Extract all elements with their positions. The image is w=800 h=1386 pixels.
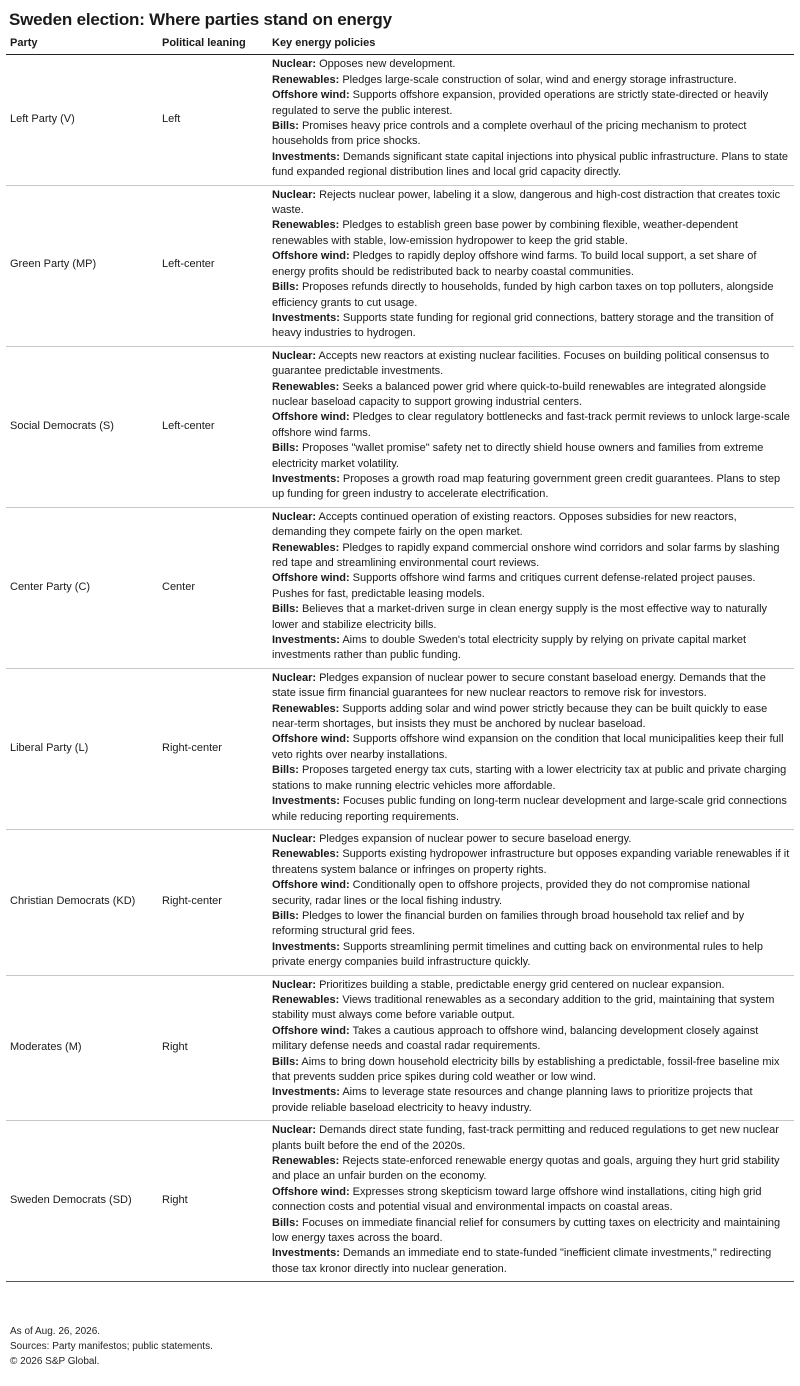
policy-label: Nuclear: (272, 58, 317, 71)
policy-list (268, 346, 794, 507)
policy-text: Supports adding solar and wind power strictly because they can be built quickly to ease near-term shortages, but insists they must be anchored by nuclear baseload. (272, 702, 768, 731)
policy-label: Offshore wind: (272, 572, 350, 585)
policy-item (272, 832, 790, 847)
policy-label: Renewables: (272, 702, 340, 715)
policy-item (272, 1123, 790, 1154)
policy-label: Offshore wind: (272, 411, 350, 424)
policy-item (272, 380, 790, 411)
policy-label: Renewables: (272, 541, 340, 554)
policy-label: Renewables: (272, 848, 340, 861)
policy-item (272, 671, 790, 702)
policy-list (268, 668, 794, 829)
policy-item (272, 73, 790, 88)
policy-item (272, 510, 790, 541)
policy-label: Bills: (272, 1055, 299, 1068)
policy-label: Renewables: (272, 73, 340, 86)
policy-item (272, 218, 790, 249)
policy-label: Nuclear: (272, 349, 317, 362)
policy-item (272, 311, 790, 342)
energy-policy-table (6, 34, 794, 1282)
policy-text: Supports offshore wind expansion on the condition that local municipalities keep their full veto rights over nearby installations. (272, 733, 784, 761)
policy-label: Bills: (272, 603, 299, 616)
policy-label: Investments: (272, 311, 340, 324)
table-row (6, 1121, 794, 1282)
party-name: Left Party (V) (6, 55, 158, 185)
political-leaning: Right (158, 975, 268, 1121)
policy-item (272, 847, 790, 878)
policy-label: Renewables: (272, 380, 340, 393)
policy-item (272, 1055, 790, 1086)
policy-text: Rejects state-enforced renewable energy quotas and goals, arguing they hurt grid stability and place an unfair burden on the economy. (272, 1155, 780, 1183)
policy-item (272, 57, 790, 72)
policy-item (272, 763, 790, 794)
policy-list (268, 1121, 794, 1282)
policy-item (272, 1024, 790, 1055)
policy-label: Bills: (272, 909, 299, 922)
political-leaning: Left-center (158, 346, 268, 507)
policy-label: Offshore wind: (272, 733, 350, 746)
policy-text: Accepts new reactors at existing nuclear facilities. Focuses on building political consensus to guarantee predictable investments. (272, 349, 770, 378)
table-row (6, 185, 794, 346)
policy-label: Offshore wind: (272, 250, 350, 263)
table-row (6, 668, 794, 829)
policy-text: Demands significant state capital injections into physical public infrastructure. Plans to state fund expanded regional distribution lines and local grid capacity directly. (272, 150, 789, 179)
party-name: Sweden Democrats (SD) (6, 1121, 158, 1282)
policy-label: Investments: (272, 795, 340, 808)
policy-item (272, 441, 790, 472)
policy-item (272, 878, 790, 909)
policy-list (268, 185, 794, 346)
policy-item (272, 978, 790, 993)
policy-item (272, 1085, 790, 1116)
policy-label: Investments: (272, 940, 340, 953)
table-body (6, 55, 794, 1282)
policy-label: Offshore wind: (272, 879, 350, 892)
policy-text: Pledges expansion of nuclear power to secure constant baseload energy. Demands that the state issue firm financial guarantees for new nuclear reactors to remove risk for investors. (272, 671, 766, 700)
policy-item (272, 541, 790, 572)
page-title: Sweden election: Where parties stand on energy (9, 10, 392, 29)
policy-label: Investments: (272, 472, 340, 485)
policy-text: Proposes targeted energy tax cuts, starting with a lower electricity tax at public and private charging stations to make running electric vehicles more affordable. (272, 764, 787, 792)
policy-item (272, 1216, 790, 1247)
policy-item (272, 940, 790, 971)
policy-item (272, 472, 790, 503)
footnote-date: As of Aug. 26, 2026. (10, 1326, 101, 1337)
policy-list (268, 975, 794, 1121)
party-name: Social Democrats (S) (6, 346, 158, 507)
policy-text: Believes that a market-driven surge in clean energy supply is the most effective way to naturally lower and stabilize electricity bills. (272, 603, 768, 631)
policy-label: Nuclear: (272, 671, 317, 684)
policy-text: Views traditional renewables as a secondary addition to the grid, maintaining that system stability must always come before variable output. (272, 993, 775, 1022)
policy-label: Bills: (272, 442, 299, 455)
column-header-party: Party (6, 34, 158, 55)
policy-label: Renewables: (272, 219, 340, 232)
policy-label: Renewables: (272, 1155, 340, 1168)
policy-label: Nuclear: (272, 188, 317, 201)
policy-item (272, 602, 790, 633)
policy-text: Focuses public funding on long-term nuclear development and large-scale grid connections while reducing reporting requirements. (272, 795, 787, 823)
policy-text: Proposes "wallet promise" safety net to directly shield house owners and families from extreme electricity market volatility. (272, 442, 764, 470)
policy-label: Offshore wind: (272, 89, 350, 102)
policy-text: Takes a cautious approach to offshore wind, balancing development closely against military defense needs and coastal radar requirements. (272, 1024, 759, 1053)
policy-text: Pledges to clear regulatory bottlenecks and fast-track permit reviews to unlock large-scale offshore wind farms. (272, 411, 790, 439)
column-header-leaning: Political leaning (158, 34, 268, 55)
policy-text: Focuses on immediate financial relief for consumers by cutting taxes on electricity and maintaining low energy taxes across the board. (272, 1216, 781, 1245)
policy-label: Renewables: (272, 993, 340, 1006)
policy-item (272, 119, 790, 150)
political-leaning: Left (158, 55, 268, 185)
policy-text: Rejects nuclear power, labeling it a slow, dangerous and high-cost distraction that creates toxic waste. (272, 188, 781, 217)
policy-label: Nuclear: (272, 510, 317, 523)
table-row (6, 829, 794, 975)
policy-item (272, 410, 790, 441)
policy-text: Pledges to rapidly expand commercial onshore wind corridors and solar farms by slashing red tape and streamlining environmental court reviews. (272, 541, 780, 569)
policy-text: Pledges to lower the financial burden on families through broad household tax relief and by reforming structural grid fees. (272, 909, 745, 938)
policy-item (272, 188, 790, 219)
policy-label: Bills: (272, 764, 299, 777)
policy-item (272, 732, 790, 763)
footnotes (10, 1324, 213, 1369)
policy-item (272, 88, 790, 119)
policy-list (268, 829, 794, 975)
policy-item (272, 794, 790, 825)
political-leaning: Center (158, 507, 268, 668)
policy-label: Offshore wind: (272, 1024, 350, 1037)
policy-label: Offshore wind: (272, 1185, 350, 1198)
policy-item (272, 249, 790, 280)
policy-item (272, 349, 790, 380)
policy-item (272, 150, 790, 181)
policy-text: Supports streamlining permit timelines and cutting back on environmental rules to help private energy companies build infrastructure quickly. (272, 940, 763, 969)
policy-text: Pledges to establish green base power by combining flexible, weather-dependent renewables with stable, low-emission hydropower to keep the grid stable. (272, 219, 738, 247)
political-leaning: Right (158, 1121, 268, 1282)
party-name: Liberal Party (L) (6, 668, 158, 829)
policy-text: Supports existing hydropower infrastructure but opposes expanding variable renewables if it threatens system balance or infringes on property rights. (272, 848, 790, 876)
political-leaning: Left-center (158, 185, 268, 346)
table-row (6, 975, 794, 1121)
footnote-sources: Sources: Party manifestos; public statements. (10, 1341, 213, 1352)
table-row (6, 507, 794, 668)
party-name: Moderates (M) (6, 975, 158, 1121)
policy-text: Accepts continued operation of existing reactors. Opposes subsidies for new reactors, demanding they compete fairly on the open market. (272, 510, 737, 539)
policy-list (268, 55, 794, 185)
policy-text: Aims to double Sweden's total electricity supply by relying on private capital market investments rather than public funding. (272, 634, 747, 662)
party-name: Green Party (MP) (6, 185, 158, 346)
policy-text: Supports offshore wind farms and critiques current defense-related project pauses. Pushes for fast, predictable leasing models. (272, 572, 756, 600)
policy-item (272, 702, 790, 733)
policy-label: Bills: (272, 120, 299, 133)
policy-label: Nuclear: (272, 1124, 317, 1137)
policy-item (272, 280, 790, 311)
policy-item (272, 571, 790, 602)
policy-text: Demands an immediate end to state-funded "inefficient climate investments," redirecting those tax kronor directly into nuclear generation. (272, 1247, 772, 1275)
policy-text: Supports offshore expansion, provided operations are strictly state-directed or heavily regulated to serve the public interest. (272, 89, 769, 117)
policy-text: Prioritizes building a stable, predictable energy grid centered on nuclear expansion. (319, 978, 725, 991)
column-header-policies: Key energy policies (268, 34, 794, 55)
policy-label: Investments: (272, 1086, 340, 1099)
policy-label: Bills: (272, 281, 299, 294)
policy-text: Proposes refunds directly to households, funded by high carbon taxes on top polluters, alongside efficiency grants to cut usage. (272, 281, 774, 309)
table-row (6, 346, 794, 507)
table-header-row (6, 34, 794, 55)
policy-text: Proposes a growth road map featuring government green credit guarantees. Plans to step up funding for green industry to accelerate electrification. (272, 472, 781, 501)
policy-label: Nuclear: (272, 832, 317, 845)
policy-label: Investments: (272, 634, 340, 647)
policy-item (272, 633, 790, 664)
policy-item (272, 1246, 790, 1277)
policy-item (272, 1154, 790, 1185)
policy-label: Investments: (272, 150, 340, 163)
party-name: Christian Democrats (KD) (6, 829, 158, 975)
political-leaning: Right-center (158, 668, 268, 829)
table-row (6, 55, 794, 185)
policy-text: Supports state funding for regional grid connections, battery storage and the transition of heavy industries to hydrogen. (272, 311, 774, 340)
policy-item (272, 1185, 790, 1216)
policy-text: Expresses strong skepticism toward large offshore wind installations, citing high grid connection costs and potential visual and environmental impacts on coastal areas. (272, 1185, 762, 1214)
policy-text: Demands direct state funding, fast-track permitting and reduced regulations to get new nuclear plants built before the end of the 2020s. (272, 1124, 779, 1152)
policy-text: Pledges to rapidly deploy offshore wind farms. To build local support, a set share of energy profits should be redistributed back to nearby coastal communities. (272, 250, 757, 278)
policy-list (268, 507, 794, 668)
policy-label: Investments: (272, 1247, 340, 1260)
political-leaning: Right-center (158, 829, 268, 975)
policy-text: Pledges large-scale construction of solar, wind and energy storage infrastructure. (342, 73, 737, 86)
policy-text: Aims to leverage state resources and change planning laws to prioritize projects that provide reliable baseload electricity to heavy industry. (272, 1086, 753, 1114)
policy-text: Aims to bring down household electricity bills by establishing a predictable, fossil-free baseline mix that prevents sudden price spikes during cold weather or low wind. (272, 1055, 780, 1083)
policy-label: Nuclear: (272, 978, 317, 991)
policy-text: Seeks a balanced power grid where quick-to-build renewables are integrated alongside nuclear baseload capacity to support growing industrial centers. (272, 380, 767, 408)
policy-item (272, 993, 790, 1024)
party-name: Center Party (C) (6, 507, 158, 668)
policy-label: Bills: (272, 1216, 299, 1229)
policy-item (272, 909, 790, 940)
policy-text: Promises heavy price controls and a complete overhaul of the pricing mechanism to protect households from price shocks. (272, 120, 747, 148)
policy-text: Conditionally open to offshore projects, provided they do not compromise national security, radar lines or the local fishing industry. (272, 879, 750, 907)
policy-text: Pledges expansion of nuclear power to secure baseload energy. (319, 832, 632, 845)
policy-text: Opposes new development. (319, 58, 456, 71)
footnote-copyright: © 2026 S&P Global. (10, 1356, 100, 1367)
